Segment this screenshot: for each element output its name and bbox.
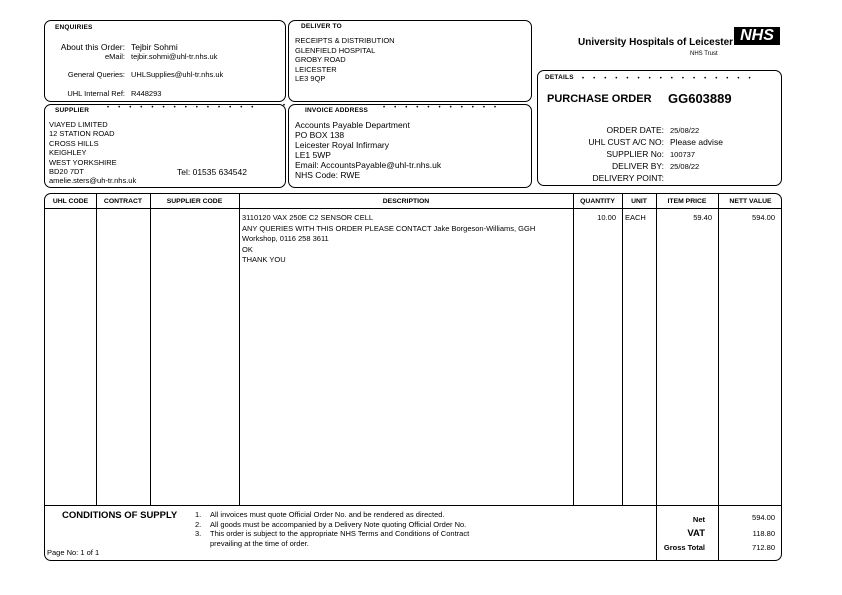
dots-divider: •••••••••••••• <box>107 105 263 111</box>
row-description-line: ANY QUERIES WITH THIS ORDER PLEASE CONTACT Jake Borgeson-Williams, GGH <box>242 223 536 233</box>
th-nett-value: NETT VALUE <box>729 198 772 205</box>
deliver-by-label: DELIVER BY: <box>612 161 664 171</box>
row-item-price: 59.40 <box>693 213 712 222</box>
row-description-line: THANK YOU <box>242 255 286 264</box>
nhs-logo: NHS <box>734 27 780 45</box>
dots-divider: • <box>283 103 295 109</box>
invoice-line: NHS Code: RWE <box>295 170 361 180</box>
supplier-line: VIAYED LIMITED <box>49 120 108 129</box>
supplier-no: 100737 <box>670 150 696 159</box>
table-header-rule <box>45 208 781 209</box>
internal-value: R448293 <box>131 89 162 98</box>
deliver-line: GLENFIELD HOSPITAL <box>295 45 376 55</box>
vat-value: 118.80 <box>752 529 775 538</box>
order-date: 25/08/22 <box>670 126 700 135</box>
gross-value: 712.80 <box>752 543 775 552</box>
row-description-line: 3110120 VAX 250E C2 SENSOR CELL <box>242 213 374 222</box>
org-name: University Hospitals of Leicester <box>578 37 734 48</box>
row-unit: EACH <box>625 213 646 222</box>
trust-label: NHS Trust <box>690 51 718 57</box>
invoice-line: LE1 5WP <box>295 150 331 160</box>
condition-item: 1. All invoices must quote Official Order No. and be rendered as directed. <box>195 510 445 519</box>
supplier-email[interactable]: amelie.sters@uh-tr.nhs.uk <box>49 176 137 186</box>
supplier-line: BD20 7DT <box>49 167 85 177</box>
supplier-line: KEIGHLEY <box>49 148 87 158</box>
delivery-point-label: DELIVERY POINT: <box>592 173 664 183</box>
invoice-line: PO BOX 138 <box>295 130 345 140</box>
th-contract: CONTRACT <box>103 198 143 205</box>
invoice-line: Leicester Royal Infirmary <box>295 140 390 150</box>
condition-item: 3. This order is subject to the appropriate NHS Terms and Conditions of Contract <box>195 529 470 539</box>
vat-label: VAT <box>687 528 705 539</box>
details-box <box>537 70 782 186</box>
invoice-box <box>283 103 532 188</box>
deliver-line: GROBY ROAD <box>295 55 346 65</box>
email-value[interactable]: tejbir.sohmi@uhl-tr.nhs.uk <box>131 52 218 61</box>
invoice-line: Accounts Payable Department <box>295 120 410 130</box>
th-supplier-code: SUPPLIER CODE <box>166 198 223 205</box>
po-number: GG603889 <box>668 91 732 106</box>
gross-label: Gross Total <box>663 543 705 552</box>
page-number: Page No: 1 of 1 <box>47 548 100 557</box>
items-table <box>44 193 782 505</box>
conditions-title: CONDITIONS OF SUPPLY <box>62 510 178 521</box>
supplier-box <box>44 104 286 188</box>
about-name: Tejbir Sohmi <box>131 42 178 52</box>
cust-ac-label: UHL CUST A/C NO: <box>588 137 664 147</box>
th-description: DESCRIPTION <box>382 198 430 205</box>
row-quantity: 10.00 <box>597 213 616 222</box>
th-unit: UNIT <box>631 198 647 205</box>
details-title: DETAILS <box>545 74 574 81</box>
enquiries-box <box>44 20 286 102</box>
deliver-line: LEICESTER <box>295 64 337 74</box>
supplier-title: SUPPLIER <box>55 107 90 114</box>
general-label: General Queries: <box>67 70 125 79</box>
deliver-to-title: DELIVER TO <box>301 23 342 30</box>
condition-item: prevailing at the time of order. <box>210 538 309 548</box>
internal-label: UHL Internal Ref: <box>67 89 125 98</box>
row-nett-value: 594.00 <box>752 213 775 222</box>
enquiries-title: ENQUIRIES <box>55 24 93 31</box>
th-uhl-code: UHL CODE <box>52 198 89 205</box>
net-value: 594.00 <box>752 513 775 522</box>
th-item-price: ITEM PRICE <box>667 198 707 205</box>
invoice-line[interactable]: Email: AccountsPayable@uhl-tr.nhs.uk <box>295 160 442 170</box>
row-description-line: Workshop, 0116 258 3611 <box>242 234 329 243</box>
supplier-line: CROSS HILLS <box>49 138 99 148</box>
order-date-label: ORDER DATE: <box>606 125 664 135</box>
footer-box <box>44 505 782 561</box>
supplier-line: WEST YORKSHIRE <box>49 157 117 167</box>
cust-ac: Please advise <box>670 137 723 147</box>
invoice-title: INVOICE ADDRESS <box>305 107 369 114</box>
about-label: About this Order: <box>60 42 125 52</box>
po-label: PURCHASE ORDER <box>547 93 652 105</box>
th-quantity: QUANTITY <box>580 198 615 205</box>
row-description-line: OK <box>242 244 253 254</box>
table-row <box>242 213 535 266</box>
dots-divider: ••••••••••• <box>383 105 506 111</box>
deliver-to-box <box>288 20 532 102</box>
supplier-no-label: SUPPLIER No: <box>606 149 664 159</box>
deliver-line: RECEIPTS & DISTRIBUTION <box>295 36 395 45</box>
deliver-line: LE3 9QP <box>295 74 326 84</box>
supplier-line: 12 STATION ROAD <box>49 129 115 139</box>
supplier-tel: Tel: 01535 634542 <box>177 167 247 177</box>
deliver-by: 25/08/22 <box>670 162 700 171</box>
net-label: Net <box>692 515 705 524</box>
dots-divider: •••••••••••••••• <box>582 76 760 82</box>
condition-item: 2. All goods must be accompanied by a Delivery Note quoting Official Order No. <box>195 519 467 529</box>
general-value[interactable]: UHLSupplies@uhl-tr.nhs.uk <box>131 70 224 79</box>
email-label: eMail: <box>104 52 125 61</box>
